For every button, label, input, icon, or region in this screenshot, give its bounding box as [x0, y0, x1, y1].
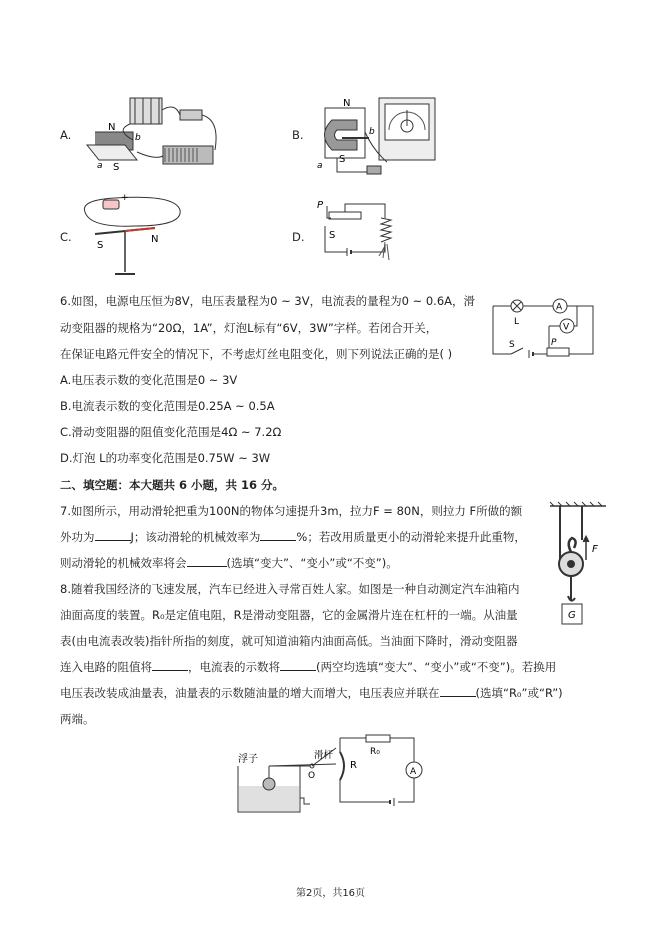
q6-line2: 动变阻器的规格为“20Ω，1A”，灯泡L标有“6V，3W”字样。若闭合开关， — [60, 321, 438, 335]
q8-blank-2[interactable] — [280, 670, 316, 671]
option-b-a: a — [317, 161, 323, 171]
option-b — [292, 90, 452, 190]
q8-blank-1[interactable] — [152, 670, 188, 671]
q8-blank-3[interactable] — [440, 696, 476, 697]
q6-circuit — [485, 290, 605, 365]
q8-line4a: 连入电路的阻值将 — [60, 660, 152, 674]
option-c-plus: + — [121, 193, 129, 203]
option-a — [60, 90, 220, 190]
q7-line3a: 则动滑轮的机械效率将会 — [60, 556, 187, 570]
q6-option-a: A.电压表示数的变化范围是0 ~ 3V — [60, 373, 238, 387]
q6-line1: 6.如图，电源电压恒为8V，电压表量程为0 ~ 3V，电流表的量程为0 ~ 0.6A，滑 — [60, 294, 476, 308]
option-d-label: D. — [292, 230, 305, 244]
page-footer: 第2页，共16页 — [295, 888, 366, 899]
q8-line2: 油面高度的装置。R₀是定值电阻，R是滑动变阻器，它的金属滑片连在杠杆的一端。从油量 — [60, 608, 518, 622]
q7-line2b: J；该动滑轮的机械效率为 — [130, 530, 261, 544]
q7-line3 — [60, 555, 398, 571]
q6-fig-L: L — [514, 317, 520, 327]
q8-fig-lever: 滑杆 — [314, 750, 334, 761]
q6-line3: 在保证电路元件安全的情况下，不考虑灯丝电阻变化，则下列说法正确的是( ) — [60, 347, 453, 361]
q7-line2a: 外功为 — [60, 530, 95, 544]
q8-fig-float: 浮子 — [238, 754, 258, 765]
q8-line4c: (两空均选填“变大”、“变小”或“不变”)。若换用 — [316, 660, 557, 674]
q8-fig-R0: R₀ — [370, 747, 380, 757]
q8-fig-A: A — [410, 767, 417, 777]
option-a-label: A. — [60, 128, 72, 142]
q6-fig-P: P — [551, 338, 557, 348]
q8-line1: 8.随着我国经济的飞速发展，汽车已经进入寻常百姓人家。如图是一种自动测定汽车油箱内 — [60, 582, 520, 596]
q6-option-c: C.滑动变阻器的阻值变化范围是4Ω ~ 7.2Ω — [60, 425, 282, 439]
option-b-N: N — [343, 98, 351, 109]
option-c-S: S — [97, 240, 104, 251]
q6-option-b: B.电流表示数的变化范围是0.25A ~ 0.5A — [60, 399, 275, 413]
option-c — [60, 190, 220, 280]
q7-blank-1[interactable] — [95, 540, 131, 541]
section2-title: 二、填空题：本大题共 6 小题，共 16 分。 — [60, 478, 285, 492]
q7-blank-2[interactable] — [260, 540, 296, 541]
q7-line3b: (选填“变大”、“变小”或“不变”)。 — [226, 556, 398, 570]
q8-line4b: ，电流表的示数将 — [188, 660, 280, 674]
q7-line2 — [60, 529, 526, 545]
q7-fig-G: G — [568, 610, 576, 621]
q7-fig-F: F — [592, 544, 598, 555]
q8-line6: 两端。 — [60, 712, 95, 726]
option-b-S: S — [339, 154, 346, 165]
option-b-label: B. — [292, 128, 304, 142]
q6-fig-V: V — [563, 322, 570, 333]
q8-fuel-gauge-figure — [236, 728, 436, 820]
option-d-figure — [307, 196, 417, 276]
q8-line5b: (选填“R₀”或“R”) — [475, 686, 563, 700]
q8-line3: 表(由电流表改装)指针所指的刻度，就可知道油箱内油面高低。当油面下降时，滑动变阻器 — [60, 634, 518, 648]
option-a-b: b — [135, 133, 141, 143]
q7-line1: 7.如图所示，用动滑轮把重为100N的物体匀速提升3m，拉力F = 80N，则拉力 F所做的额 — [60, 504, 523, 518]
option-c-label: C. — [60, 230, 72, 244]
option-a-N: N — [108, 122, 116, 133]
q8-fig-R: R — [350, 760, 357, 771]
option-d-S: S — [329, 230, 336, 241]
q8-fig-O: O — [308, 771, 316, 781]
option-b-figure — [307, 90, 442, 185]
q7-pulley-figure — [548, 500, 608, 630]
option-a-figure — [75, 90, 225, 180]
option-d — [292, 196, 452, 286]
q6-option-d: D.灯泡 L的功率变化范围是0.75W ~ 3W — [60, 451, 271, 465]
q6-fig-A: A — [556, 302, 563, 313]
option-b-b: b — [369, 127, 375, 137]
option-c-N: N — [151, 234, 159, 245]
q6-fig-S: S — [509, 340, 515, 350]
q7-blank-3[interactable] — [187, 566, 227, 567]
q8-line5a: 电压表改装成油量表，油量表的示数随油量的增大而增大，电压表应并联在 — [60, 686, 440, 700]
option-a-S: S — [113, 162, 120, 173]
option-c-figure — [75, 190, 195, 280]
option-d-P: P — [317, 200, 324, 211]
q7-line2c: %；若改用质量更小的动滑轮来提升此重物， — [296, 530, 526, 544]
q8-line5 — [60, 685, 563, 701]
q8-line4 — [60, 659, 556, 675]
option-a-a: a — [97, 161, 103, 171]
